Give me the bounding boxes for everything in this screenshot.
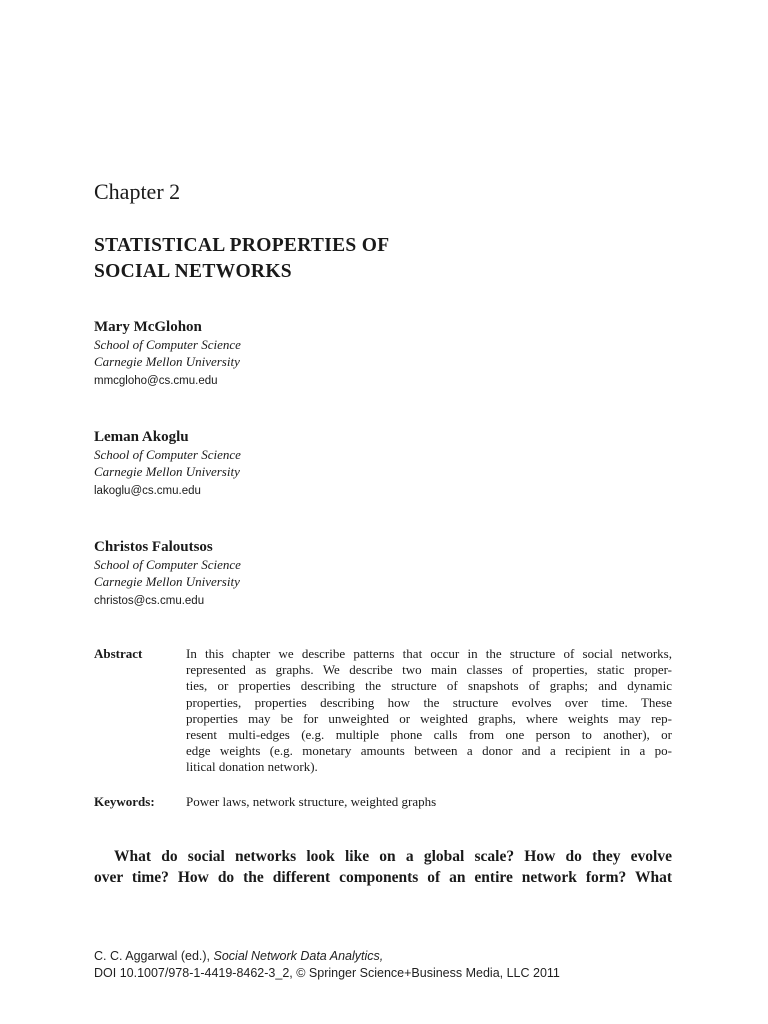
keywords-value: Power laws, network structure, weighted graphs — [186, 794, 437, 809]
author-affiliation: Carnegie Mellon University — [94, 463, 240, 479]
keywords-label: Keywords: — [94, 794, 155, 809]
abstract-label: Abstract — [94, 646, 143, 661]
footer-editor: C. C. Aggarwal (ed.), — [94, 949, 214, 963]
abstract-line: properties, properties describing how the structure evolves over time. These — [186, 694, 672, 710]
author-email: lakoglu@cs.cmu.edu — [94, 485, 201, 497]
chapter-label: Chapter 2 — [94, 179, 181, 204]
author-block — [94, 317, 494, 389]
abstract-line: ties, or properties describing the structure of snapshots of graphs; and dynamic — [186, 678, 672, 694]
footer-line — [94, 948, 672, 965]
body-paragraph — [94, 846, 672, 888]
author-block — [94, 537, 494, 609]
abstract-line: In this chapter we describe patterns that occur in the structure of social networks, — [186, 646, 672, 661]
author-name: Christos Faloutsos — [94, 539, 213, 555]
abstract-line: litical donation network). — [186, 759, 318, 775]
footer-citation — [94, 948, 672, 982]
author-affiliation: Carnegie Mellon University — [94, 573, 240, 589]
author-name: Mary McGlohon — [94, 319, 202, 335]
author-affiliation: Carnegie Mellon University — [94, 353, 240, 369]
body-line: What do social networks look like on a global scale? How do they evolve — [114, 848, 672, 865]
abstract-line: resent multi-edges (e.g. multiple phone calls from one person to another), or — [186, 727, 672, 743]
footer-doi: DOI 10.1007/978-1-4419-8462-3_2, © Springer Science+Business Media, LLC 2011 — [94, 966, 560, 980]
document-page — [94, 0, 672, 1024]
abstract-line: properties may be for unweighted or weighted graphs, where weights may rep- — [186, 710, 672, 726]
author-affiliation: School of Computer Science — [94, 447, 241, 462]
chapter-title — [94, 233, 389, 285]
abstract-line: edge weights (e.g. monetary amounts between a donor and a recipient in a po- — [186, 743, 672, 759]
author-affiliation: School of Computer Science — [94, 557, 241, 572]
author-name: Leman Akoglu — [94, 429, 189, 445]
footer-book-title: Social Network Data Analytics, — [213, 949, 384, 963]
author-block — [94, 427, 494, 499]
abstract-line: represented as graphs. We describe two main classes of properties, static proper- — [186, 662, 672, 678]
chapter-title-line: STATISTICAL PROPERTIES OF — [94, 235, 390, 256]
body-line: over time? How do the different components of an entire network form? What — [94, 869, 672, 886]
abstract-text — [186, 646, 672, 776]
author-email: christos@cs.cmu.edu — [94, 595, 205, 607]
author-affiliation: School of Computer Science — [94, 337, 241, 352]
author-email: mmcgloho@cs.cmu.edu — [94, 375, 218, 387]
chapter-title-line: SOCIAL NETWORKS — [94, 261, 292, 282]
